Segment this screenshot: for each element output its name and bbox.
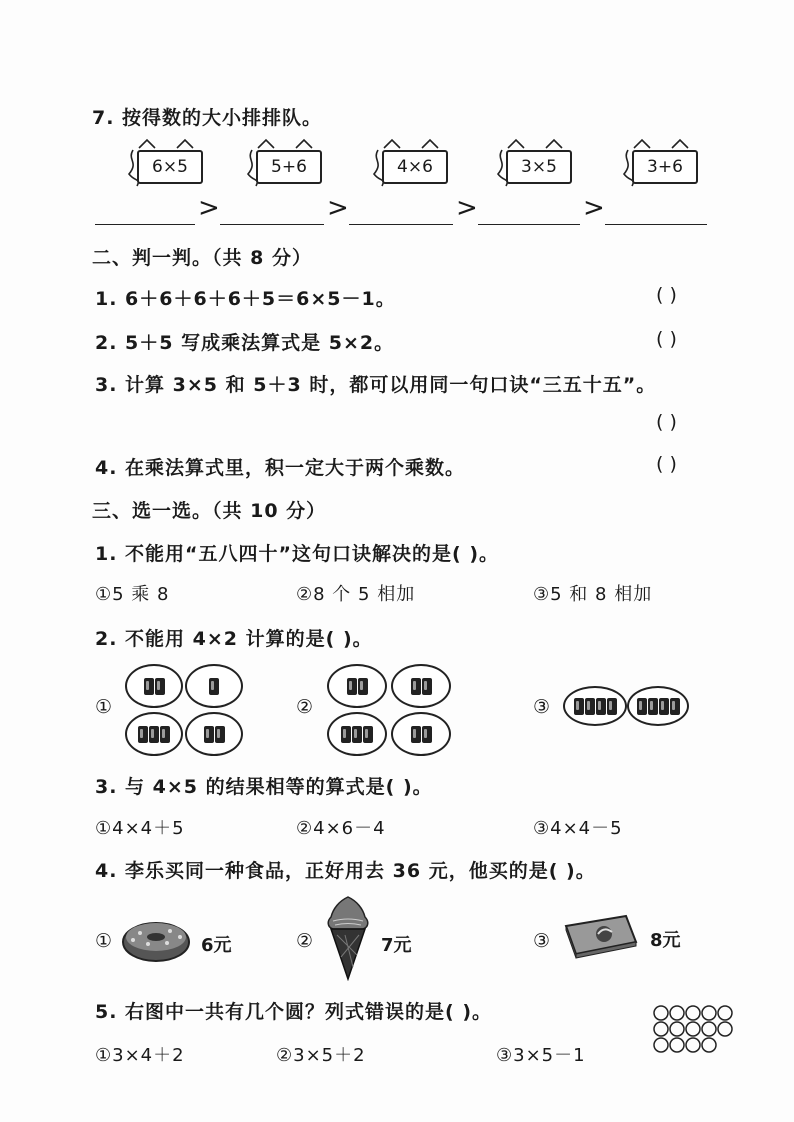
cup-icon xyxy=(596,698,606,715)
answer-paren-2[interactable]: ( ) xyxy=(656,328,677,350)
q1-option-1[interactable]: ①5 乘 8 xyxy=(95,584,170,605)
greater-than-3: > xyxy=(456,193,478,223)
answer-blank-2[interactable] xyxy=(220,224,324,225)
cup-icon xyxy=(411,726,421,743)
tag-card-1 xyxy=(125,138,215,190)
q4-option-3-label[interactable]: ③ xyxy=(533,930,551,952)
answer-blank-3[interactable] xyxy=(349,224,453,225)
answer-blank-1[interactable] xyxy=(95,224,195,225)
cup-icon xyxy=(155,678,165,695)
cup-icon xyxy=(574,698,584,715)
q1-option-3[interactable]: ③5 和 8 相加 xyxy=(533,584,653,605)
circle-mark xyxy=(670,1022,684,1036)
cup-icon xyxy=(149,726,159,743)
answer-blank-5[interactable] xyxy=(605,224,707,225)
donut-icon xyxy=(120,915,192,965)
pencil-case-icon xyxy=(560,912,640,960)
cup-icon xyxy=(215,726,225,743)
cup-group xyxy=(391,712,451,756)
choice-q5-text: 5. 右图中一共有几个圆？列式错误的是( )。 xyxy=(95,1001,493,1023)
q5-option-3[interactable]: ③3×5－1 xyxy=(496,1045,586,1066)
cup-icon xyxy=(422,678,432,695)
q4-option-2-label[interactable]: ② xyxy=(296,930,314,952)
choice-q4-text: 4. 李乐买同一种食品，正好用去 36 元，他买的是( )。 xyxy=(95,860,596,882)
circles-figure xyxy=(652,1004,734,1056)
judge-item-3: 3. 计算 3×5 和 5＋3 时，都可以用同一句口诀“三五十五”。 xyxy=(95,374,657,396)
q5-option-1[interactable]: ①3×4＋2 xyxy=(95,1045,185,1066)
cup-group xyxy=(627,686,689,726)
cup-group xyxy=(125,664,183,708)
q3-option-1[interactable]: ①4×4＋5 xyxy=(95,818,185,839)
cup-group xyxy=(327,712,387,756)
ice-cream-price: 7元 xyxy=(381,935,412,956)
choice-q2-text: 2. 不能用 4×2 计算的是( )。 xyxy=(95,628,373,650)
q3-option-3[interactable]: ③4×4－5 xyxy=(533,818,623,839)
cup-icon xyxy=(585,698,595,715)
answer-paren-3[interactable]: ( ) xyxy=(656,411,677,433)
cup-group xyxy=(185,664,243,708)
tag-card-3 xyxy=(370,138,460,190)
circle-mark xyxy=(654,1006,668,1020)
cup-icon xyxy=(347,678,357,695)
section2-title: 二、判一判。（共 8 分） xyxy=(92,247,312,269)
cup-icon xyxy=(607,698,617,715)
cup-icon xyxy=(352,726,362,743)
q2-option-3-label[interactable]: ③ xyxy=(533,696,551,718)
judge-item-2: 2. 5＋5 写成乘法算式是 5×2。 xyxy=(95,332,395,354)
tag-expression: 4×6 xyxy=(382,150,448,184)
circle-mark xyxy=(686,1006,700,1020)
circle-mark xyxy=(702,1022,716,1036)
circle-mark xyxy=(686,1022,700,1036)
q4-option-1-label[interactable]: ① xyxy=(95,930,113,952)
ice-cream-icon xyxy=(323,895,373,981)
cup-icon xyxy=(670,698,680,715)
tag-card-4 xyxy=(494,138,584,190)
cup-icon xyxy=(358,678,368,695)
q5-option-2[interactable]: ②3×5＋2 xyxy=(276,1045,366,1066)
cup-group xyxy=(185,712,243,756)
circle-mark xyxy=(670,1006,684,1020)
q2-option-2-label[interactable]: ② xyxy=(296,696,314,718)
choice-q3-text: 3. 与 4×5 的结果相等的算式是( )。 xyxy=(95,776,433,798)
cup-icon xyxy=(144,678,154,695)
circle-mark xyxy=(702,1038,716,1052)
answer-blank-4[interactable] xyxy=(478,224,580,225)
cup-icon xyxy=(160,726,170,743)
section3-title: 三、选一选。（共 10 分） xyxy=(92,500,327,522)
cup-icon xyxy=(209,678,219,695)
judge-item-4: 4. 在乘法算式里，积一定大于两个乘数。 xyxy=(95,457,466,479)
cup-group xyxy=(391,664,451,708)
judge-item-1: 1. 6＋6＋6＋6＋5＝6×5－1。 xyxy=(95,288,396,310)
circle-mark xyxy=(654,1038,668,1052)
cup-icon xyxy=(363,726,373,743)
cup-icon xyxy=(659,698,669,715)
tag-card-5 xyxy=(620,138,710,190)
cup-icon xyxy=(422,726,432,743)
tag-expression: 3×5 xyxy=(506,150,572,184)
tag-expression: 5+6 xyxy=(256,150,322,184)
q1-option-2[interactable]: ②8 个 5 相加 xyxy=(296,584,416,605)
circle-mark xyxy=(654,1022,668,1036)
cup-group xyxy=(327,664,387,708)
circle-mark xyxy=(718,1022,732,1036)
pencil-case-price: 8元 xyxy=(650,930,681,951)
circle-mark xyxy=(686,1038,700,1052)
cup-icon xyxy=(138,726,148,743)
cup-icon xyxy=(637,698,647,715)
tag-expression: 3+6 xyxy=(632,150,698,184)
cup-icon xyxy=(204,726,214,743)
q2-option-1-label[interactable]: ① xyxy=(95,696,113,718)
cup-group xyxy=(563,686,627,726)
cup-group xyxy=(125,712,183,756)
cup-icon xyxy=(411,678,421,695)
greater-than-1: > xyxy=(198,193,220,223)
greater-than-2: > xyxy=(327,193,349,223)
tag-expression: 6×5 xyxy=(137,150,203,184)
tag-card-2 xyxy=(244,138,334,190)
circle-mark xyxy=(718,1006,732,1020)
answer-paren-1[interactable]: ( ) xyxy=(656,284,677,306)
answer-paren-4[interactable]: ( ) xyxy=(656,453,677,475)
greater-than-4: > xyxy=(583,193,605,223)
cup-icon xyxy=(648,698,658,715)
q7-title: 7. 按得数的大小排排队。 xyxy=(92,107,323,129)
cup-icon xyxy=(341,726,351,743)
circle-mark xyxy=(670,1038,684,1052)
choice-q1-text: 1. 不能用“五八四十”这句口诀解决的是( )。 xyxy=(95,543,500,565)
circle-mark xyxy=(702,1006,716,1020)
q3-option-2[interactable]: ②4×6－4 xyxy=(296,818,386,839)
donut-price: 6元 xyxy=(201,935,232,956)
